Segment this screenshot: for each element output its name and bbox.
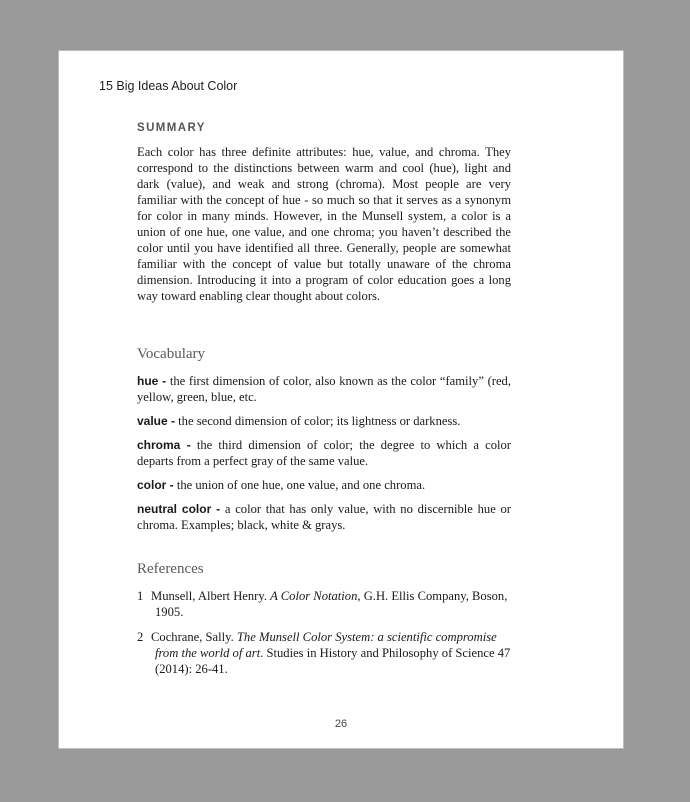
vocab-entry-hue [137, 373, 511, 405]
reference-title: The Munsell Color System: a scientific compromise from the world of art [155, 630, 497, 660]
reference-authors: Munsell, Albert Henry. [151, 589, 271, 603]
reference-entry [137, 629, 511, 677]
reference-authors: Cochrane, Sally. [151, 630, 237, 644]
reference-entry [137, 588, 511, 620]
reference-details: , G.H. Ellis Company, Boson, 1905. [155, 589, 508, 619]
reference-details: . Studies in History and Philosophy of Science 47 (2014): 26-41. [155, 646, 511, 676]
vocab-definition: the union of one hue, one value, and one chroma. [173, 478, 426, 492]
vocab-term: hue - [137, 374, 167, 388]
references-list [137, 588, 511, 686]
vocab-term: color - [137, 478, 174, 492]
summary-heading: SUMMARY [137, 122, 206, 134]
vocab-definition: the second dimension of color; its lightness or darkness. [175, 414, 461, 428]
reference-number: 2 [137, 630, 144, 644]
vocab-entry-chroma [137, 437, 511, 469]
vocab-entry-color [137, 477, 511, 493]
summary-paragraph: Each color has three definite attributes: hue, value, and chroma. They correspond to the distinctions between warm and cool (hue), light and dark (value), and weak and strong (chroma). Most people are very familiar with the concept of hue - so much so that it serves as a synonym for color in many minds. However, in the Munsell system, a color is a union of one hue, one value, and one chroma; you haven’t described the color until you have identified all three. Generally, people are somewhat familiar with the concept of value but totally unaware of the chroma dimension. Introducing it into a program of color education goes a long way toward enabling clear thought about colors. [137, 145, 511, 303]
vocab-definition: the first dimension of color, also known as the color “family” (red, yellow, green, blue, etc. [137, 374, 511, 404]
vocab-entry-value [137, 413, 511, 429]
reference-title: A Color Notation [270, 589, 358, 603]
page-number: 26 [334, 718, 348, 730]
vocab-term: chroma - [137, 438, 191, 452]
references-heading: References [137, 561, 204, 577]
vocabulary-list [137, 373, 511, 541]
running-header: 15 Big Ideas About Color [99, 79, 238, 93]
vocab-entry-neutral-color [137, 501, 511, 533]
reference-number: 1 [137, 589, 144, 603]
vocab-term: neutral color - [137, 502, 221, 516]
vocab-definition: a color that has only value, with no discernible hue or chroma. Examples; black, white & grays. [137, 502, 511, 532]
vocab-definition: the third dimension of color; the degree to which a color departs from a perfect gray of the same value. [137, 438, 511, 468]
vocab-term: value - [137, 414, 176, 428]
vocabulary-heading: Vocabulary [137, 346, 206, 362]
document-page [58, 50, 624, 749]
